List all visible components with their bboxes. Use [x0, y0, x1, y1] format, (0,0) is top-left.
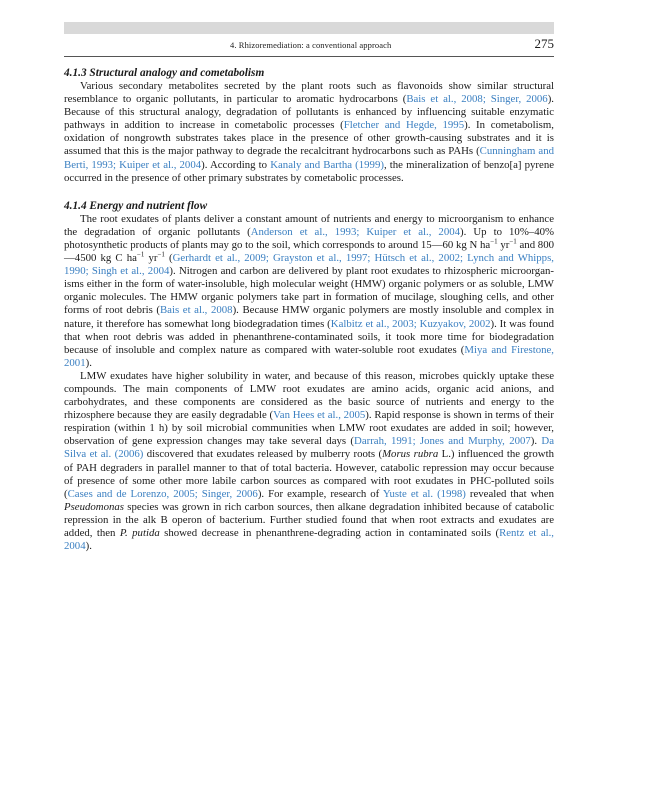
citation-link[interactable]: Darrah, 1991; Jones and Murphy, 2007	[354, 435, 531, 448]
running-title: 4. Rhizoremediation: a conventional approach	[230, 40, 392, 50]
citation-link[interactable]: Yuste et al. (1998)	[382, 487, 466, 500]
italic-term: P. putida	[119, 527, 160, 539]
superscript: −1	[509, 237, 517, 246]
section-4-1-4	[64, 199, 554, 553]
superscript: −1	[490, 237, 498, 246]
superscript: −1	[157, 250, 165, 259]
section-heading-4-1-4: 4.1.4 Energy and nutrient flow	[64, 199, 208, 212]
citation-link[interactable]: Rentz et al., 2004	[64, 527, 555, 553]
citation-link[interactable]: Anderson et al., 1993; Kuiper et al., 2004	[250, 225, 461, 238]
superscript: −1	[136, 250, 145, 259]
citation-link[interactable]: Van Hees et al., 2005	[273, 409, 366, 422]
paragraph: Various secondary metabolites secreted by the plant roots such as flavonoids show similar structural resemblance to organic pollutants, in particular to aromatic hydrocarbons (Bais et al., 2008; Singer, 2006). Because of this structural analogy, degradation of pollutants is enhanced by influencing suitable enzymatic pathways in addition to increase in cometabolic processes (Fletcher and Hegde, 1995). In cometabolism, oxidation of nongrowth substrates takes place in the presence of other growth-causing substrates and it is assumed that this is the major pathway to degrade the recalcitrant hydrocarbons such as PAHs (Cunningham and Berti, 1993; Kuiper et al., 2004). According to Kanaly and Bartha (1999), the mineralization of benzo[a] pyrene occurred in the presence of other primary substrates by cometabolic processes.	[64, 80, 555, 184]
citation-link[interactable]: Bais et al., 2008; Singer, 2006	[406, 93, 548, 106]
citation-link[interactable]: Cases and de Lorenzo, 2005; Singer, 2006	[67, 487, 258, 500]
italic-term: Morus rubra	[382, 448, 439, 461]
header-bar	[64, 22, 554, 34]
paragraph: The root exudates of plants deliver a constant amount of nutrients and energy to microorganism to enhance the degradation of organic pollutants (Anderson et al., 1993; Kuiper et al., 2004). Up to 10%–40% photosynthetic products of plants may go to the soil, which corresponds to around 15—60 kg N $ha^{-1}$ $yr^{-1}$ and 800—4500 kg C $ha^{-1}$ $yr^{-1}$ (Gerhardt et al., 2009; Grayston et al., 1997; Hütsch et al., 2002; Lynch and Whipps, 1990; Singh et al., 2004). Nitrogen and carbon are delivered by plant root exudates to rhizospheric microorganisms either in the form of water-insoluble, high molecular weight (HMW) organic polymers or as soluble, LMW organic molecules. The HMW organic polymers take part in formation of mucilage, sloughing cells, and other forms of root debris (Bais et al., 2008). Because HMW organic polymers are mostly insoluble and complex in nature, it therefore has somewhat long biodegradation times (Kalbitz et al., 2003; Kuzyakov, 2002). It was found that when root debris was added in phenanthrene-contaminated soils, it took more time for biodegradation because of insoluble and complex nature as compared with water-soluble root exudates (Miya and Firestone, 2001).	[64, 212, 555, 369]
citation-link[interactable]: Gerhardt et al., 2009; Grayston et al., 1997; Hütsch et al., 2002; Lynch and Whipps, 1990; Singh et al., 2004	[64, 252, 554, 278]
page-content	[64, 66, 554, 553]
citation-link[interactable]: Fletcher and Hegde, 1995	[343, 119, 465, 132]
citation-link[interactable]: Bais et al., 2008	[159, 304, 233, 317]
running-head	[64, 38, 554, 57]
citation-link[interactable]: Miya and Firestone, 2001	[64, 343, 554, 369]
citation-link[interactable]: Cunningham and Berti, 1993; Kuiper et al., 2004	[64, 145, 554, 171]
section-heading-4-1-3: 4.1.3 Structural analogy and cometabolism	[64, 67, 265, 79]
citation-link[interactable]: Kalbitz et al., 2003; Kuzyakov, 2002	[330, 317, 491, 330]
citation-link[interactable]: Kanaly and Bartha (1999)	[270, 158, 384, 171]
italic-term: Pseudomonas	[64, 500, 124, 513]
citation-link[interactable]: Da Silva et al. (2006)	[64, 435, 554, 461]
page-number: 275	[534, 36, 554, 51]
paragraph: LMW exudates have higher solubility in water, and because of this reason, microbes quickly uptake these compounds. The main components of LMW root exudates are amino acids, organic acid anions, and carbohydrates, and these components are considered as the basic source of nutrients and energy to the rhizosphere because they are easily degradable (Van Hees et al., 2005). Rapid response is shown in terms of their respiration (within 1 h) by soil microbial communities when LMW root exudates are added in soil; however, observation of gene expression changes may take several days (Darrah, 1991; Jones and Murphy, 2007). Da Silva et al. (2006) discovered that exudates released by mulberry roots (Morus rubra L.) influenced the growth of PAH degraders in parallel manner to that of total bacteria. However, catabolic repression may occur because of presence of some other more labile carbon sources as compared with root exudates in PHC-polluted soils (Cases and de Lorenzo, 2005; Singer, 2006). For example, research of Yuste et al. (1998) revealed that when Pseudomonas species was grown in rich carbon sources, then alkane degradation inhibited because of catabolic repression in the alk B operon of bacterium. Further studied found that when root extracts and exudates are added, then P. putida showed decrease in phenanthrene-degrading action in contaminated soils (Rentz et al., 2004).	[64, 369, 555, 553]
